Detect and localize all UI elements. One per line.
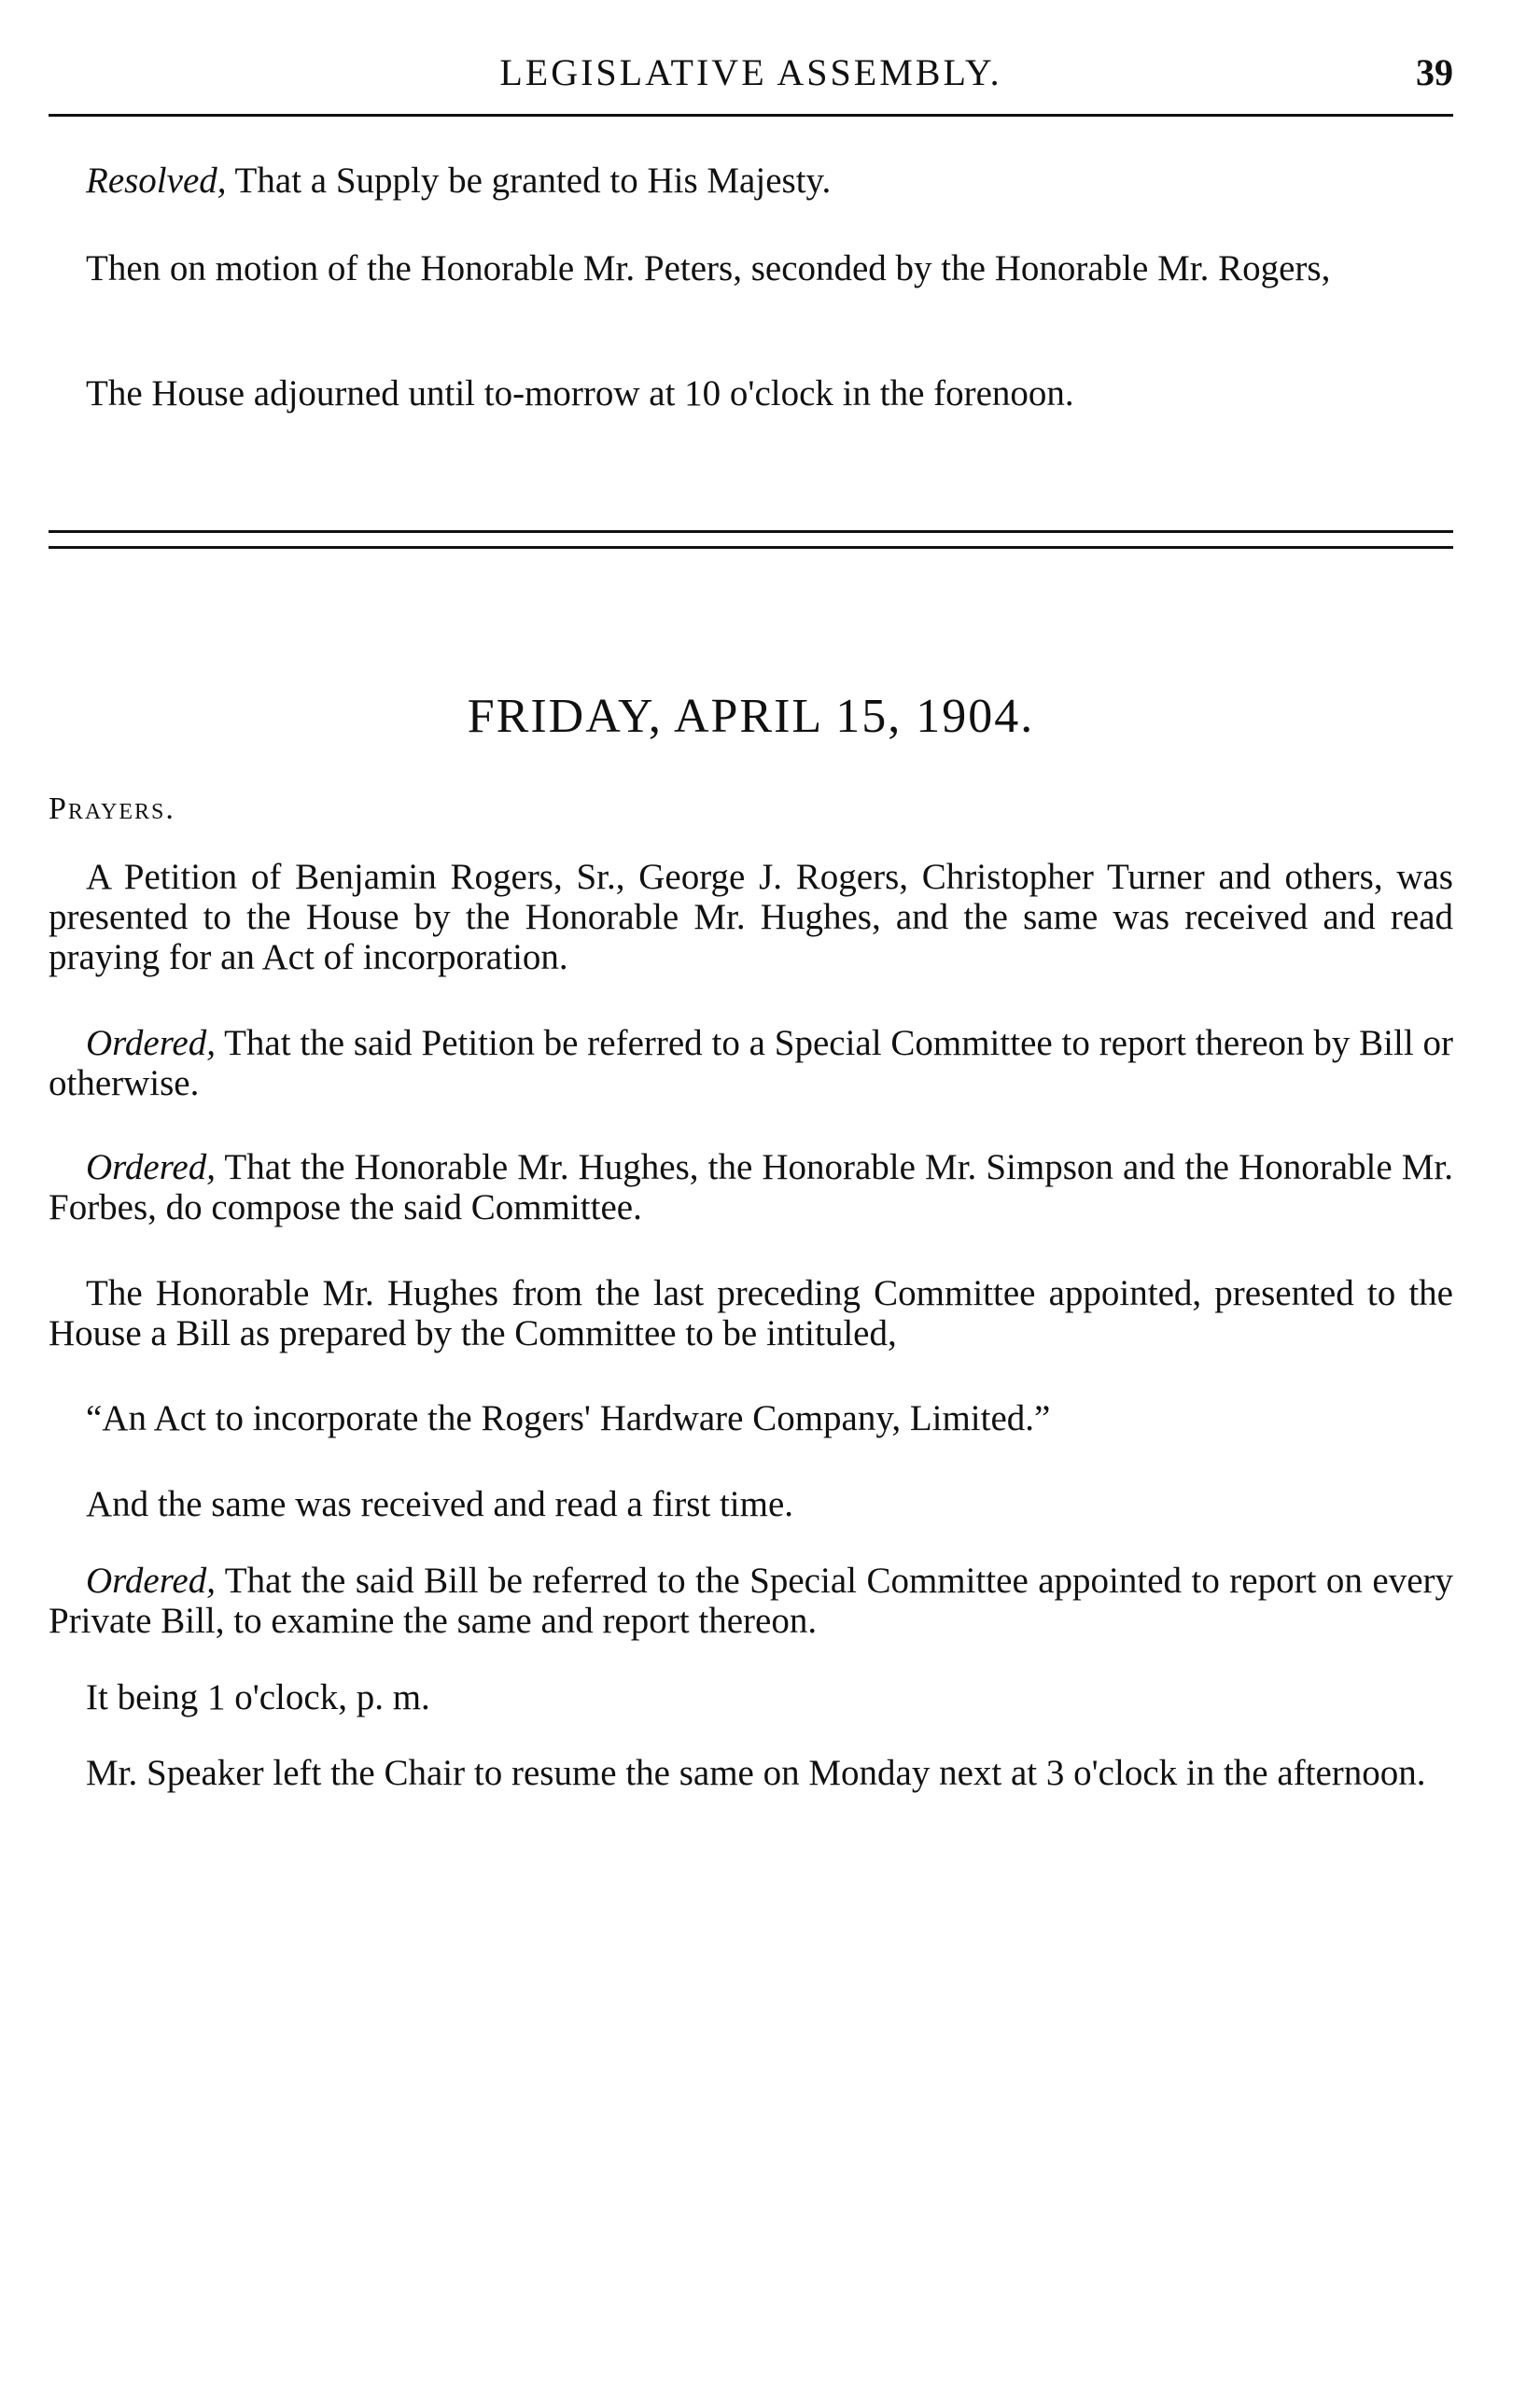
order-paragraph <box>49 1023 1453 1103</box>
paragraph-text: “An Act to incorporate the Rogers' Hardware Company, Limited.” <box>86 1398 1051 1438</box>
running-title: LEGISLATIVE ASSEMBLY. <box>499 51 1002 93</box>
paragraph-text: The Honorable Mr. Hughes from the last preceding Committee appointed, presented to the House a Bill as prepared by the Committee to be intituled, <box>49 1273 1453 1353</box>
order-paragraph <box>49 1561 1453 1641</box>
paragraph-text: That the said Bill be referred to the Special Committee appointed to report on every Private Bill, to examine the same and report thereon. <box>49 1561 1453 1641</box>
motion-paragraph <box>49 248 1453 288</box>
resolution-paragraph <box>49 161 1453 201</box>
speaker-paragraph <box>49 1753 1453 1793</box>
paragraph-text: A Petition of Benjamin Rogers, Sr., George J. Rogers, Christopher Turner and others, was presented to the House by the Honorable Mr. Hughes, and the same was received and read praying for an Act of incorporation. <box>49 857 1453 977</box>
paragraph-text: That the said Petition be referred to a Special Committee to report thereon by Bill or otherwise. <box>49 1023 1453 1103</box>
paragraph-lead: Ordered, <box>86 1561 216 1601</box>
order-paragraph <box>49 1147 1453 1227</box>
paragraph-lead: Ordered, <box>86 1147 216 1187</box>
petition-paragraph <box>49 857 1453 977</box>
time-paragraph <box>49 1677 1453 1717</box>
paragraph-lead: Resolved, <box>86 161 227 201</box>
date-heading: FRIDAY, APRIL 15, 1904. <box>467 690 1035 743</box>
paragraph-text: That a Supply be granted to His Majesty. <box>226 161 832 201</box>
paragraph-text: It being 1 o'clock, p. m. <box>86 1677 430 1717</box>
paragraph-text: And the same was received and read a first time. <box>86 1484 794 1524</box>
paragraph-text: Mr. Speaker left the Chair to resume the same on Monday next at 3 o'clock in the afternoon. <box>86 1753 1426 1793</box>
paragraph-text: That the Honorable Mr. Hughes, the Honorable Mr. Simpson and the Honorable Mr. Forbes, do compose the said Committee. <box>49 1147 1453 1227</box>
bill-title-paragraph <box>49 1398 1453 1438</box>
adjournment-paragraph <box>49 373 1453 413</box>
paragraph-text: The House adjourned until to-morrow at 10 o'clock in the forenoon. <box>86 373 1074 413</box>
prayers-label: Prayers. <box>49 792 175 826</box>
paragraph-lead: Ordered, <box>86 1023 216 1063</box>
running-head <box>49 45 1453 101</box>
committee-report-paragraph <box>49 1273 1453 1353</box>
header-rule <box>49 114 1453 117</box>
section-divider <box>49 530 1453 549</box>
first-reading-paragraph <box>49 1484 1453 1524</box>
page-number: 39 <box>1416 51 1453 93</box>
paragraph-text: Then on motion of the Honorable Mr. Peters, seconded by the Honorable Mr. Rogers, <box>86 248 1331 288</box>
